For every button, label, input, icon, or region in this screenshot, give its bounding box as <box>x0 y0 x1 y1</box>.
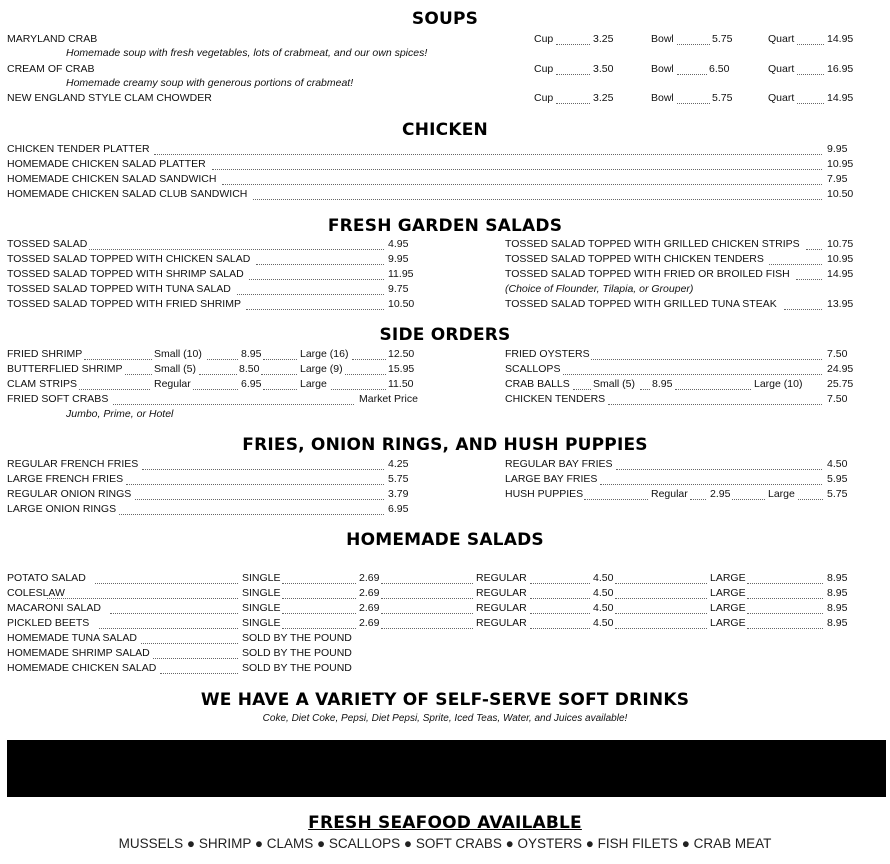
menu-item-price: 10.75 <box>827 238 854 250</box>
menu-item-price: 9.75 <box>388 283 409 295</box>
leader-dots <box>530 628 590 629</box>
leader-dots <box>154 154 822 155</box>
size-label: Large (10) <box>754 378 803 390</box>
leader-dots <box>616 469 822 470</box>
menu-item-price: 12.50 <box>388 348 415 360</box>
bowl-price: 5.75 <box>712 92 733 104</box>
leader-dots <box>556 74 590 75</box>
leader-dots <box>677 44 710 45</box>
cup-label: Cup <box>534 63 554 75</box>
quart-price: 14.95 <box>827 33 854 45</box>
menu-item-price: 11.95 <box>388 268 414 280</box>
menu-item-name: MACARONI SALAD <box>7 602 101 614</box>
cup-label: Cup <box>534 92 554 104</box>
menu-item-price: 7.95 <box>827 173 848 185</box>
size-label: SINGLE <box>242 602 281 614</box>
menu-item-name: HOMEMADE CHICKEN SALAD PLATTER <box>7 158 206 170</box>
leader-dots <box>530 613 590 614</box>
menu-item-name: POTATO SALAD <box>7 572 86 584</box>
bowl-price: 5.75 <box>712 33 733 45</box>
leader-dots <box>690 499 706 500</box>
leader-dots <box>95 583 238 584</box>
leader-dots <box>563 374 822 375</box>
menu-item-name: REGULAR BAY FRIES <box>505 458 613 470</box>
leader-dots <box>89 249 384 250</box>
menu-item-name: HOMEMADE CHICKEN SALAD <box>7 662 157 674</box>
leader-dots <box>246 309 384 310</box>
size-label: Small (5) <box>154 363 197 375</box>
leader-dots <box>797 74 824 75</box>
quart-label: Quart <box>768 33 795 45</box>
menu-item-name: HOMEMADE SHRIMP SALAD <box>7 647 150 659</box>
quart-price: 16.95 <box>827 63 854 75</box>
leader-dots <box>352 359 386 360</box>
leader-dots <box>677 74 707 75</box>
cup-price: 3.25 <box>593 33 614 45</box>
fries-title: FRIES, ONION RINGS, AND HUSH PUPPIES <box>242 435 648 455</box>
size-label: Small (10) <box>154 348 202 360</box>
size-label: REGULAR <box>476 617 527 629</box>
leader-dots <box>615 613 707 614</box>
quart-label: Quart <box>768 92 795 104</box>
menu-item-price: 5.75 <box>388 473 409 485</box>
garden-salads-title: FRESH GARDEN SALADS <box>327 216 563 236</box>
size-label: LARGE <box>710 572 746 584</box>
leader-dots <box>381 628 473 629</box>
quart-label: Quart <box>768 63 795 75</box>
leader-dots <box>747 598 823 599</box>
soup-name: NEW ENGLAND STYLE CLAM CHOWDER <box>7 92 212 104</box>
leader-dots <box>153 658 238 659</box>
menu-item-name: HOMEMADE TUNA SALAD <box>7 632 137 644</box>
leader-dots <box>222 184 822 185</box>
menu-item-price: 10.50 <box>827 188 854 200</box>
menu-item-price: 8.95 <box>652 378 673 390</box>
menu-item-price: 4.50 <box>593 617 614 629</box>
menu-item-price: 4.50 <box>593 602 614 614</box>
leader-dots <box>331 389 386 390</box>
menu-item-price: 8.95 <box>241 348 262 360</box>
size-label: Large (16) <box>300 348 349 360</box>
leader-dots <box>125 374 152 375</box>
menu-item-price: 10.50 <box>388 298 415 310</box>
menu-item-name: CHICKEN TENDER PLATTER <box>7 143 150 155</box>
menu-item-price: SOLD BY THE POUND <box>242 662 352 674</box>
menu-item-price: 8.95 <box>827 587 848 599</box>
menu-item-price: 15.95 <box>388 363 415 375</box>
leader-dots <box>608 404 822 405</box>
leader-dots <box>282 613 356 614</box>
leader-dots <box>640 389 650 390</box>
leader-dots <box>253 199 822 200</box>
menu-item-name: LARGE FRENCH FRIES <box>7 473 124 485</box>
menu-item-price: 13.95 <box>827 298 854 310</box>
size-label: Regular <box>651 488 688 500</box>
menu-item-price: 24.95 <box>827 363 854 375</box>
menu-item-name: REGULAR FRENCH FRIES <box>7 458 139 470</box>
menu-item-price: 4.50 <box>593 572 614 584</box>
homemade-salads-title: HOMEMADE SALADS <box>346 530 544 550</box>
leader-dots <box>615 628 707 629</box>
leader-dots <box>806 249 822 250</box>
leader-dots <box>584 499 648 500</box>
leader-dots <box>747 583 823 584</box>
menu-item-name: TOSSED SALAD TOPPED WITH FRIED SHRIMP <box>7 298 241 310</box>
menu-item-name: CHICKEN TENDERS <box>505 393 606 405</box>
menu-item-name: SCALLOPS <box>505 363 561 375</box>
cup-price: 3.50 <box>593 63 614 75</box>
menu-item-name: PICKLED BEETS <box>7 617 90 629</box>
menu-item-price: 4.50 <box>827 458 848 470</box>
menu-item-price: 2.95 <box>710 488 731 500</box>
side-orders-title: SIDE ORDERS <box>379 325 511 345</box>
leader-dots <box>784 309 822 310</box>
menu-item-price: 2.69 <box>359 602 380 614</box>
menu-item-name: CRAB BALLS <box>505 378 570 390</box>
menu-item-name: FRIED SHRIMP <box>7 348 83 360</box>
leader-dots <box>615 583 707 584</box>
size-label: SINGLE <box>242 617 281 629</box>
size-label: Large <box>768 488 795 500</box>
size-label: Large <box>300 378 327 390</box>
black-banner <box>7 740 886 797</box>
menu-item-price: 4.50 <box>593 587 614 599</box>
drinks-title: WE HAVE A VARIETY OF SELF-SERVE SOFT DRINKS <box>200 690 690 710</box>
leader-dots <box>84 359 152 360</box>
quart-price: 14.95 <box>827 92 854 104</box>
cup-price: 3.25 <box>593 92 614 104</box>
leader-dots <box>796 279 822 280</box>
leader-dots <box>747 613 823 614</box>
soup-desc: Homemade creamy soup with generous portions of crabmeat! <box>66 77 354 89</box>
soup-name: MARYLAND CRAB <box>7 33 98 45</box>
leader-dots <box>600 484 822 485</box>
menu-item-note: (Choice of Flounder, Tilapia, or Grouper) <box>505 283 694 295</box>
soup-desc: Homemade soup with fresh vegetables, lots of crabmeat, and our own spices! <box>66 47 428 59</box>
leader-dots <box>119 514 384 515</box>
menu-item-price: 6.95 <box>388 503 409 515</box>
menu-item-name: TOSSED SALAD TOPPED WITH CHICKEN TENDERS <box>505 253 764 265</box>
menu-item-price: 10.95 <box>827 158 854 170</box>
menu-item-price: 8.95 <box>827 617 848 629</box>
size-label: SINGLE <box>242 587 281 599</box>
menu-item-name: TOSSED SALAD <box>7 238 88 250</box>
leader-dots <box>747 628 823 629</box>
bowl-label: Bowl <box>651 92 674 104</box>
leader-dots <box>530 598 590 599</box>
menu-item-name: COLESLAW <box>7 587 65 599</box>
leader-dots <box>142 469 384 470</box>
menu-item-price: 5.95 <box>827 473 848 485</box>
leader-dots <box>263 359 297 360</box>
menu-item-name: TOSSED SALAD TOPPED WITH FRIED OR BROILED FISH <box>505 268 790 280</box>
leader-dots <box>160 673 238 674</box>
menu-item-note: Jumbo, Prime, or Hotel <box>66 408 174 420</box>
menu-item-name: HOMEMADE CHICKEN SALAD SANDWICH <box>7 173 217 185</box>
menu-item-price: 6.95 <box>241 378 262 390</box>
leader-dots <box>530 583 590 584</box>
menu-item-price: 14.95 <box>827 268 854 280</box>
menu-item-name: TOSSED SALAD TOPPED WITH GRILLED TUNA STEAK <box>505 298 777 310</box>
leader-dots <box>199 374 237 375</box>
menu-item-price: 10.95 <box>827 253 854 265</box>
menu-item-price: 8.95 <box>827 572 848 584</box>
leader-dots <box>732 499 765 500</box>
menu-item-name: FRIED OYSTERS <box>505 348 590 360</box>
leader-dots <box>556 103 590 104</box>
size-label: Regular <box>154 378 191 390</box>
leader-dots <box>556 44 590 45</box>
bowl-label: Bowl <box>651 33 674 45</box>
menu-item-price: SOLD BY THE POUND <box>242 647 352 659</box>
leader-dots <box>79 389 150 390</box>
leader-dots <box>207 359 238 360</box>
leader-dots <box>345 374 386 375</box>
leader-dots <box>282 628 356 629</box>
menu-item-price: 9.95 <box>388 253 409 265</box>
soups-title: SOUPS <box>411 9 479 29</box>
leader-dots <box>381 613 473 614</box>
size-label: LARGE <box>710 602 746 614</box>
chicken-title: CHICKEN <box>402 120 488 140</box>
menu-item-price: 4.25 <box>388 458 409 470</box>
leader-dots <box>261 374 297 375</box>
leader-dots <box>282 583 356 584</box>
size-label: Large (9) <box>300 363 343 375</box>
size-label: LARGE <box>710 617 746 629</box>
menu-item-price: 4.95 <box>388 238 409 250</box>
menu-item-name: HUSH PUPPIES <box>505 488 584 500</box>
leader-dots <box>141 643 238 644</box>
menu-item-price: 2.69 <box>359 617 380 629</box>
menu-item-price: Market Price <box>359 393 418 405</box>
menu-item-price: 8.50 <box>239 363 260 375</box>
size-label: REGULAR <box>476 587 527 599</box>
leader-dots <box>237 294 384 295</box>
bowl-label: Bowl <box>651 63 674 75</box>
menu-item-name: TOSSED SALAD TOPPED WITH GRILLED CHICKEN STRIPS <box>505 238 800 250</box>
menu-item-price: 2.69 <box>359 587 380 599</box>
menu-item-name: LARGE ONION RINGS <box>7 503 117 515</box>
leader-dots <box>126 484 384 485</box>
menu-item-price: SOLD BY THE POUND <box>242 632 352 644</box>
menu-item-name: HOMEMADE CHICKEN SALAD CLUB SANDWICH <box>7 188 248 200</box>
leader-dots <box>110 613 238 614</box>
leader-dots <box>256 264 384 265</box>
menu-item-price: 2.69 <box>359 572 380 584</box>
menu-item-name: CLAM STRIPS <box>7 378 78 390</box>
seafood-title: FRESH SEAFOOD AVAILABLE <box>308 813 582 833</box>
menu-item-price: 5.75 <box>827 488 848 500</box>
leader-dots <box>47 598 238 599</box>
leader-dots <box>212 169 822 170</box>
menu-item-name: TOSSED SALAD TOPPED WITH CHICKEN SALAD <box>7 253 251 265</box>
leader-dots <box>263 389 297 390</box>
menu-item-price: 8.95 <box>827 602 848 614</box>
drinks-subtitle: Coke, Diet Coke, Pepsi, Diet Pepsi, Sprite, Iced Teas, Water, and Juices available! <box>262 713 628 724</box>
menu-item-name: BUTTERFLIED SHRIMP <box>7 363 123 375</box>
leader-dots <box>381 583 473 584</box>
menu-item-name: REGULAR ONION RINGS <box>7 488 132 500</box>
leader-dots <box>381 598 473 599</box>
size-label: SINGLE <box>242 572 281 584</box>
menu-item-price: 9.95 <box>827 143 848 155</box>
leader-dots <box>675 389 751 390</box>
leader-dots <box>591 359 822 360</box>
menu-item-name: TOSSED SALAD TOPPED WITH TUNA SALAD <box>7 283 231 295</box>
leader-dots <box>798 499 823 500</box>
menu-item-price: 11.50 <box>388 378 414 390</box>
leader-dots <box>797 103 824 104</box>
leader-dots <box>282 598 356 599</box>
size-label: LARGE <box>710 587 746 599</box>
leader-dots <box>99 628 238 629</box>
menu-item-price: 3.79 <box>388 488 409 500</box>
size-label: REGULAR <box>476 602 527 614</box>
leader-dots <box>193 389 238 390</box>
leader-dots <box>615 598 707 599</box>
size-label: Small (5) <box>593 378 636 390</box>
cup-label: Cup <box>534 33 554 45</box>
menu-item-name: LARGE BAY FRIES <box>505 473 598 485</box>
leader-dots <box>573 389 591 390</box>
size-label: REGULAR <box>476 572 527 584</box>
leader-dots <box>249 279 384 280</box>
soup-name: CREAM OF CRAB <box>7 63 95 75</box>
seafood-list: MUSSELS ● SHRIMP ● CLAMS ● SCALLOPS ● SOFT CRABS ● OYSTERS ● FISH FILETS ● CRAB MEAT <box>118 836 772 851</box>
menu-item-price: 25.75 <box>827 378 854 390</box>
leader-dots <box>677 103 710 104</box>
leader-dots <box>135 499 384 500</box>
bowl-price: 6.50 <box>709 63 730 75</box>
leader-dots <box>797 44 824 45</box>
leader-dots <box>769 264 822 265</box>
leader-dots <box>113 404 354 405</box>
menu-item-name: TOSSED SALAD TOPPED WITH SHRIMP SALAD <box>7 268 244 280</box>
menu-item-price: 7.50 <box>827 393 848 405</box>
menu-item-price: 7.50 <box>827 348 848 360</box>
menu-item-name: FRIED SOFT CRABS <box>7 393 109 405</box>
